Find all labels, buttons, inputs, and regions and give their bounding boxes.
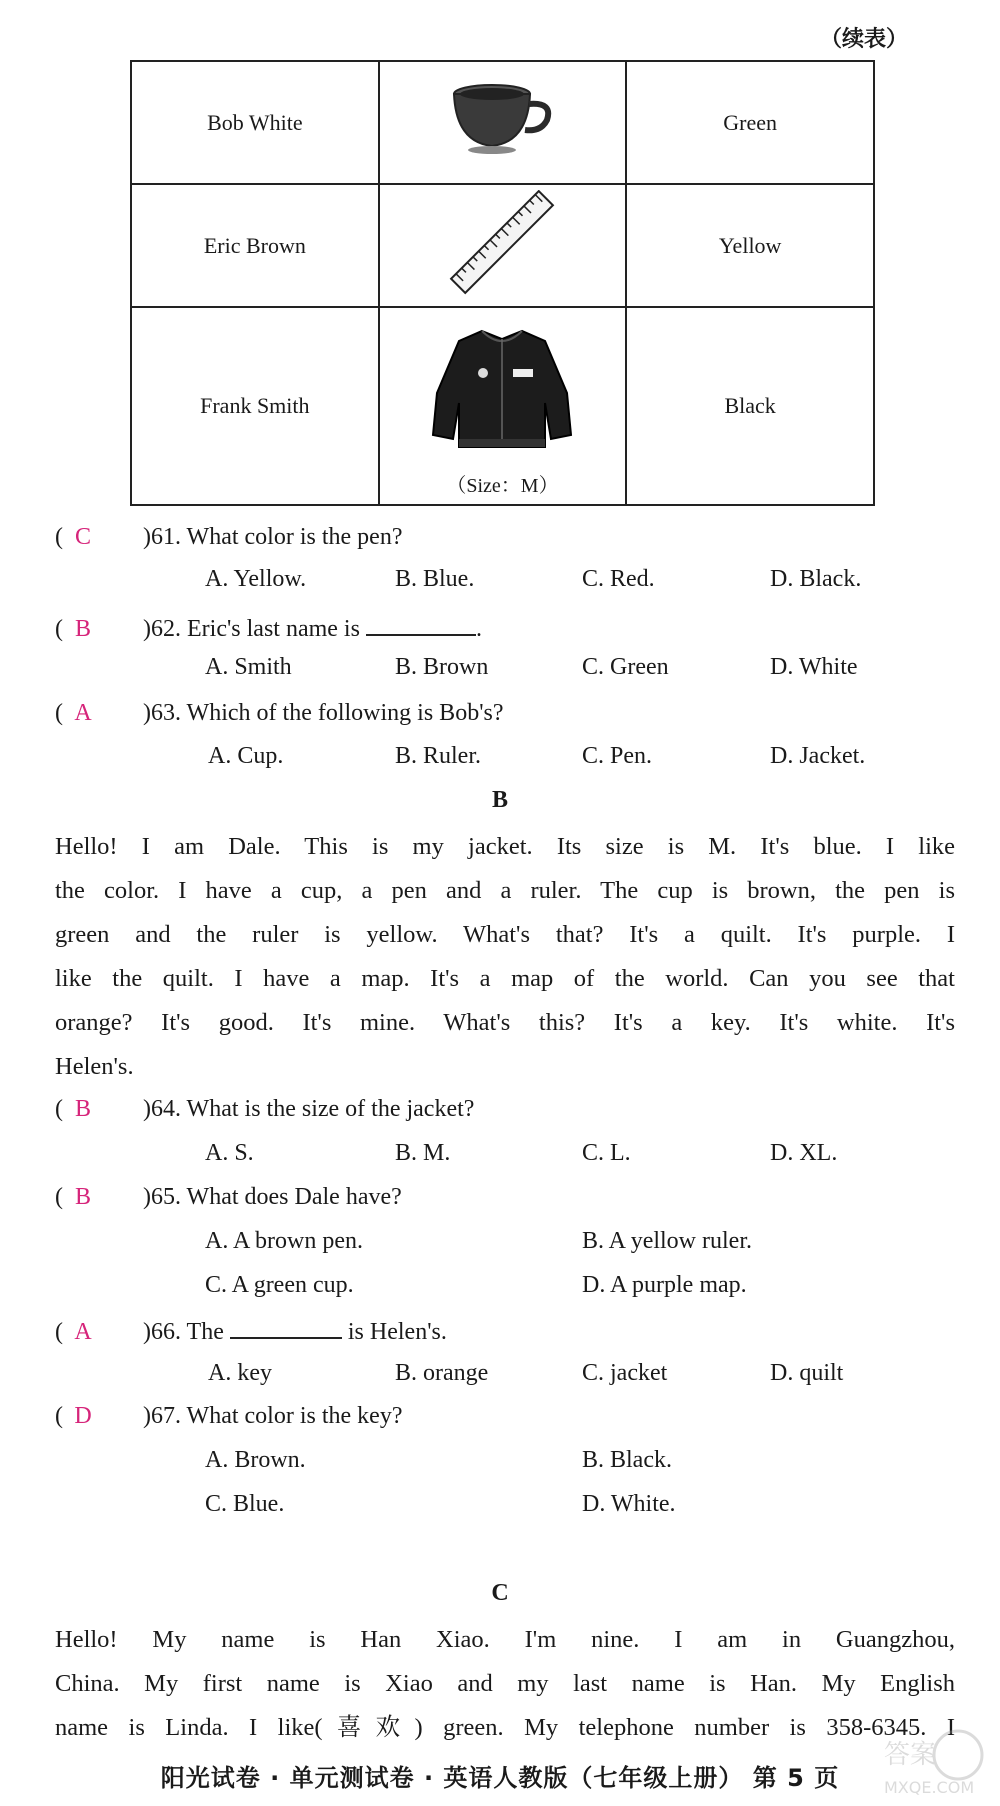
section-b-heading: B [491,787,508,813]
option: A. Smith [205,654,292,680]
color-cell: Black [626,307,874,505]
passage-line: orange? It's good. It's mine. What's this? It's a key. It's white. It's [55,1009,955,1036]
ruler-image [379,184,627,307]
question-64: ( B )64. What is the size of the jacket? [55,1096,475,1122]
answer-letter: B [74,616,91,642]
person-name: Frank Smith [131,307,379,505]
question-text: )62. Eric's last name is [143,616,360,642]
passage-line: Hello! My name is Han Xiao. I'm nine. I am in Guangzhou, [55,1626,955,1653]
question-text: )66. The [143,1319,224,1345]
option: B. orange [395,1360,489,1386]
answer-letter: D [74,1403,92,1429]
table-row [131,184,874,307]
answer-letter: A [74,700,92,726]
option: D. White [770,654,858,680]
table-row [131,61,874,184]
passage-line: Hello! I am Dale. This is my jacket. Its size is M. It's blue. I like [55,833,955,860]
option: D. Black. [770,566,862,592]
cup-image [379,61,627,184]
ruler-icon [447,190,557,295]
jacket-image [379,307,627,505]
person-name: Eric Brown [131,184,379,307]
option: A. Brown. [205,1447,306,1473]
continued-table-note: （续表） [820,27,909,52]
option: D. A purple map. [582,1272,747,1298]
option: C. Red. [582,566,655,592]
passage-line: like the quilt. I have a map. It's a map of the world. Can you see that [55,965,955,992]
info-table [130,60,875,506]
table-row [131,307,874,505]
question-text: )64. What is the size of the jacket? [143,1096,475,1122]
question-67: ( D )67. What color is the key? [55,1403,403,1429]
option: C. Pen. [582,743,653,769]
option: A. S. [205,1140,254,1166]
option: B. Blue. [395,566,475,592]
color-cell: Green [626,61,874,184]
option: B. M. [395,1140,451,1166]
option: C. jacket [582,1360,668,1386]
color-cell: Yellow [626,184,874,307]
option: D. quilt [770,1360,844,1386]
question-65: ( B )65. What does Dale have? [55,1184,402,1210]
passage-line: China. My first name is Xiao and my last name is Han. My English [55,1670,955,1697]
section-c-heading: C [491,1580,509,1606]
person-name: Bob White [131,61,379,184]
question-63: ( A )63. Which of the following is Bob's? [55,700,504,726]
passage-c [55,1618,955,1750]
answer-blank [366,612,476,636]
option: A. key [208,1360,272,1386]
question-text: )67. What color is the key? [143,1403,403,1429]
question-66: ( A )66. The is Helen's. [55,1315,447,1346]
option: A. Cup. [208,743,284,769]
answer-letter: B [74,1096,91,1122]
answer-letter: C [74,524,91,550]
option: C. Blue. [205,1491,285,1517]
option: D. Jacket. [770,743,866,769]
option: A. A brown pen. [205,1228,363,1254]
question-61: ( C )61. What color is the pen? [55,524,403,550]
jacket-icon [427,323,577,453]
page-footer: 阳光试卷 · 单元测试卷 · 英语人教版（七年级上册） 第 5 页 [160,1764,840,1792]
answer-blank [230,1315,342,1339]
option: C. Green [582,654,669,680]
svg-text:答案: 答案 [884,1740,937,1770]
option: B. A yellow ruler. [582,1228,752,1254]
question-text: )65. What does Dale have? [143,1184,402,1210]
question-62: ( B )62. Eric's last name is . [55,612,482,643]
option: B. Ruler. [395,743,482,769]
option: B. Brown [395,654,489,680]
cup-icon [447,80,557,160]
option: C. L. [582,1140,631,1166]
option: D. White. [582,1491,676,1517]
option: C. A green cup. [205,1272,354,1298]
passage-line: the color. I have a cup, a pen and a ruler. The cup is brown, the pen is [55,877,955,904]
answer-letter: A [74,1319,92,1345]
option: B. Black. [582,1447,672,1473]
passage-line: green and the ruler is yellow. What's that? It's a quilt. It's purple. I [55,921,955,948]
passage-line: name is Linda. I like(喜欢) green. My telephone number is 358-6345. I [55,1714,955,1741]
svg-text:MXQE.COM: MXQE.COM [884,1778,975,1797]
option: A. Yellow. [205,566,307,592]
passage-b [55,825,955,1089]
option: D. XL. [770,1140,838,1166]
passage-line: Helen's. [55,1053,134,1080]
question-text: )63. Which of the following is Bob's? [143,700,504,726]
size-note: （Size：M） [446,475,559,497]
question-text: )61. What color is the pen? [143,524,403,550]
answer-letter: B [74,1184,91,1210]
